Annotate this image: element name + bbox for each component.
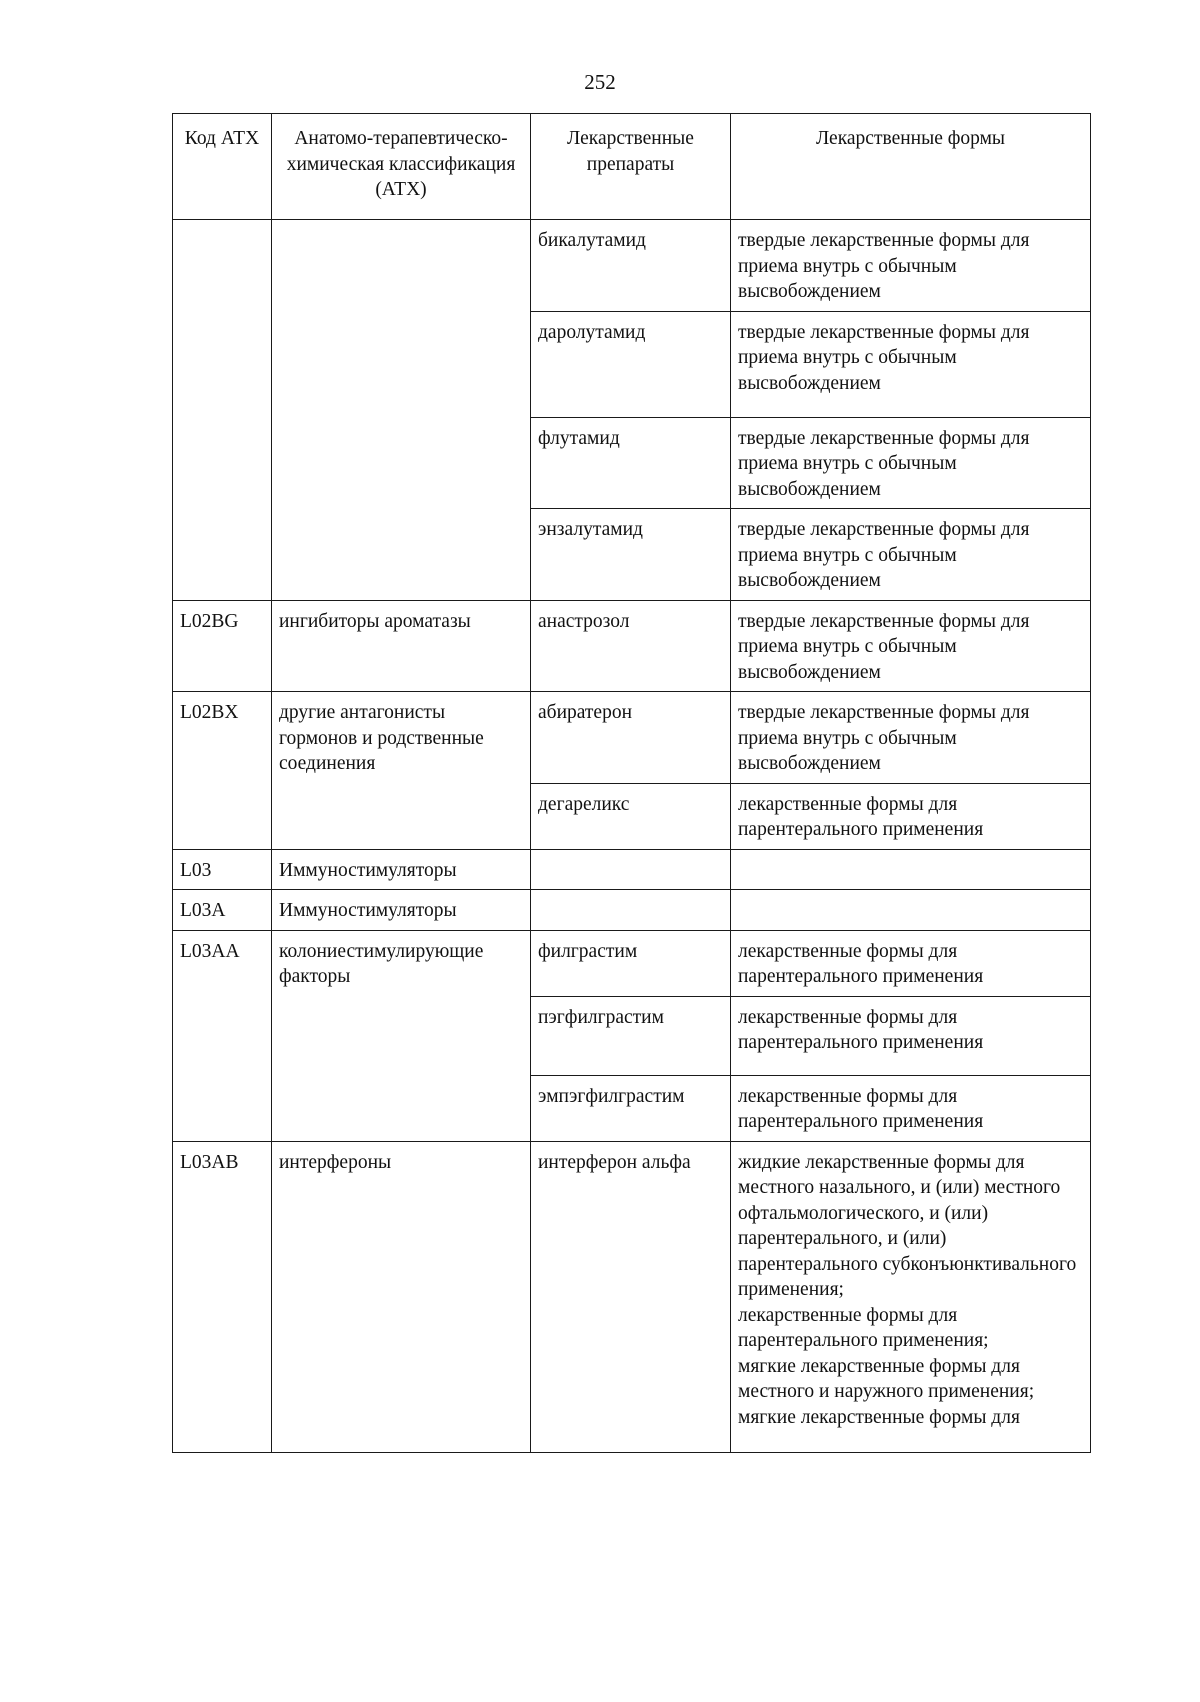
drug-cell: эмпэгфилграстим — [531, 1075, 731, 1141]
forms-line: мягкие лекарственные формы для местного и наружного применения; — [738, 1355, 1035, 1402]
code-cell — [173, 220, 272, 601]
classification-cell: другие антагонисты гормонов и родственные соединения — [272, 692, 531, 850]
forms-cell — [731, 1141, 1091, 1452]
header-classification: Анатомо-терапевтическо-химическая классификация (АТХ) — [272, 114, 531, 220]
code-cell: L03AB — [173, 1141, 272, 1452]
code-cell: L03A — [173, 890, 272, 931]
classification-cell: Иммуностимуляторы — [272, 849, 531, 890]
forms-cell: твердые лекарственные формы для приема внутрь с обычным высвобождением — [731, 509, 1091, 601]
drug-cell: энзалутамид — [531, 509, 731, 601]
header-drugs: Лекарственные препараты — [531, 114, 731, 220]
drug-cell: филграстим — [531, 930, 731, 996]
table-row — [173, 849, 1091, 890]
forms-line: жидкие лекарственные формы для местного назального, и (или) местного офтальмологического, и (или) парентерального, и (или) парентерального субконъюнктивального применения; — [738, 1151, 1077, 1300]
drug-cell — [531, 890, 731, 931]
code-cell: L03AA — [173, 930, 272, 1141]
forms-cell — [731, 890, 1091, 931]
forms-cell: твердые лекарственные формы для приема внутрь с обычным высвобождением — [731, 220, 1091, 312]
forms-cell: лекарственные формы для парентерального применения — [731, 930, 1091, 996]
header-code: Код АТХ — [173, 114, 272, 220]
table-row — [173, 930, 1091, 996]
classification-cell: Иммуностимуляторы — [272, 890, 531, 931]
drug-cell: даролутамид — [531, 311, 731, 417]
table-row — [173, 220, 1091, 312]
drug-cell: интерферон альфа — [531, 1141, 731, 1452]
table-row — [173, 692, 1091, 784]
drug-cell: бикалутамид — [531, 220, 731, 312]
classification-cell — [272, 220, 531, 601]
drug-cell — [531, 849, 731, 890]
code-cell: L02BX — [173, 692, 272, 850]
forms-cell: лекарственные формы для парентерального применения — [731, 996, 1091, 1075]
forms-cell: твердые лекарственные формы для приема внутрь с обычным высвобождением — [731, 600, 1091, 692]
drug-cell: флутамид — [531, 417, 731, 509]
code-cell: L02BG — [173, 600, 272, 692]
classification-cell: колониестимулирующие факторы — [272, 930, 531, 1141]
drug-cell: анастрозол — [531, 600, 731, 692]
forms-cell: твердые лекарственные формы для приема внутрь с обычным высвобождением — [731, 417, 1091, 509]
table-row — [173, 1141, 1091, 1452]
forms-cell — [731, 849, 1091, 890]
header-forms: Лекарственные формы — [731, 114, 1091, 220]
forms-line: лекарственные формы для парентерального применения; — [738, 1304, 989, 1351]
forms-cell: лекарственные формы для парентерального применения — [731, 783, 1091, 849]
classification-cell: интерфероны — [272, 1141, 531, 1452]
table-row — [173, 600, 1091, 692]
forms-cell: лекарственные формы для парентерального применения — [731, 1075, 1091, 1141]
atx-table — [172, 113, 1091, 1453]
drug-cell: пэгфилграстим — [531, 996, 731, 1075]
forms-cell: твердые лекарственные формы для приема внутрь с обычным высвобождением — [731, 311, 1091, 417]
classification-cell: ингибиторы ароматазы — [272, 600, 531, 692]
forms-line: мягкие лекарственные формы для — [738, 1406, 1020, 1428]
forms-cell: твердые лекарственные формы для приема внутрь с обычным высвобождением — [731, 692, 1091, 784]
code-cell: L03 — [173, 849, 272, 890]
table-header-row — [173, 114, 1091, 220]
drug-cell: абиратерон — [531, 692, 731, 784]
table-row — [173, 890, 1091, 931]
drug-cell: дегареликс — [531, 783, 731, 849]
page-number: 252 — [584, 70, 616, 94]
